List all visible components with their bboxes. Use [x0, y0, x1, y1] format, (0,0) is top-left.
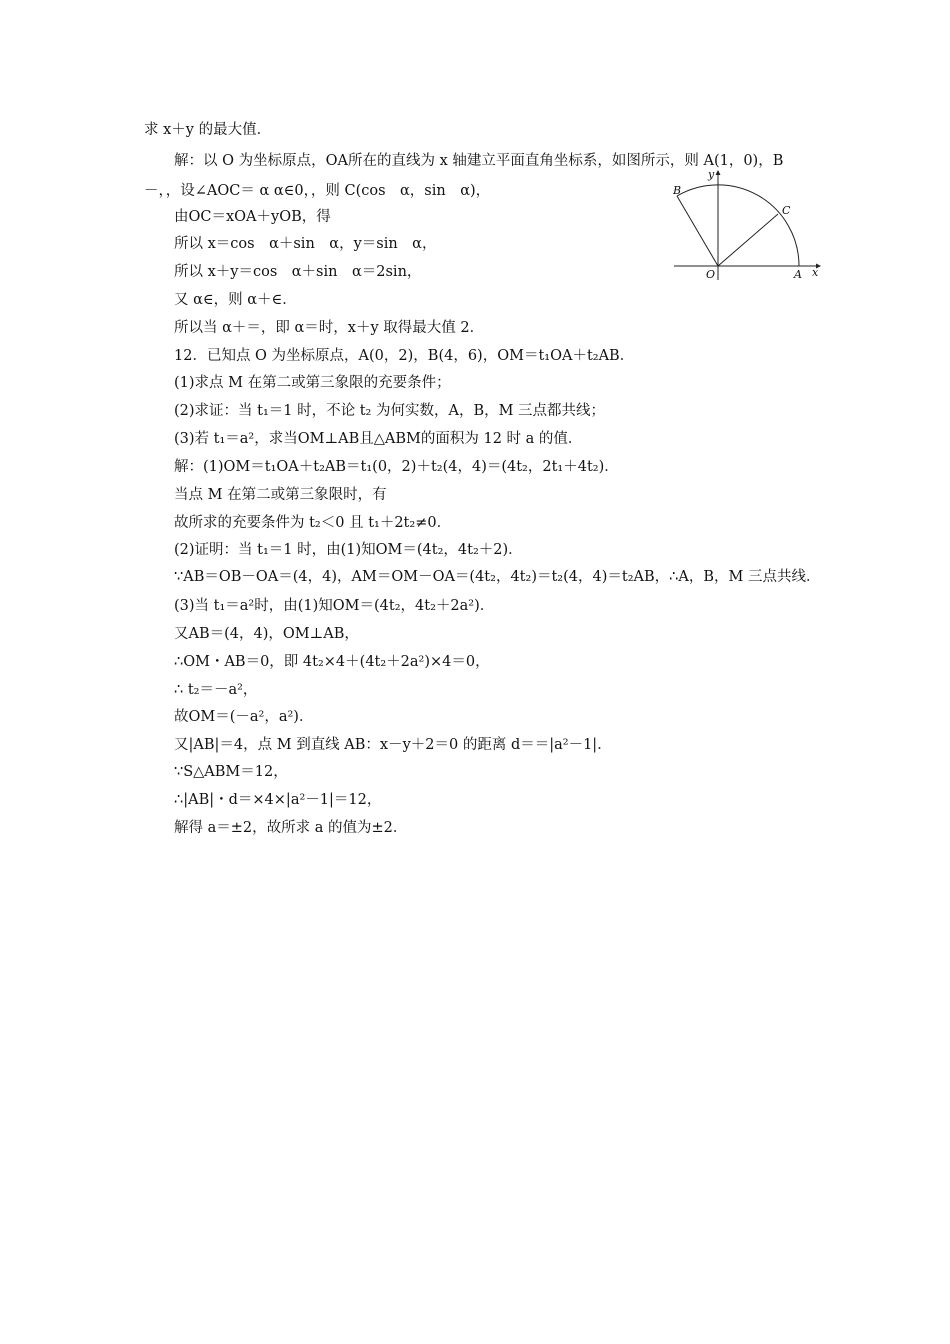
origin-label: O — [706, 268, 716, 281]
solution-line: 所以 x＋y＝cos α＋sin α＝2sin， — [174, 264, 422, 280]
point-a-label: A — [794, 268, 802, 281]
x-axis-label: x — [812, 266, 819, 279]
solution-line: 解得 a＝±2，故所求 a 的值为±2． — [174, 820, 408, 836]
unit-circle-figure — [672, 166, 824, 284]
y-axis-arrow — [716, 170, 721, 175]
solution-line: (2)证明：当 t₁＝1 时，由(1)知OM＝(4t₂，4t₂＋2)． — [174, 542, 523, 558]
solution-line: ∵AB＝OB－OA＝(4，4)，AM＝OM－OA＝(4t₂，4t₂)＝t₂(4，4)＝t₂AB，∴A，B，M 三点共线． — [174, 569, 821, 585]
problem-12-statement: 12．已知点 O 为坐标原点，A(0，2)，B(4，6)，OM＝t₁OA＋t₂AB． — [174, 348, 635, 364]
problem-intro-line: 求 x＋y 的最大值． — [144, 122, 272, 138]
solution-line: ∴ t₂＝－a²， — [174, 682, 258, 698]
solution-line: 解：以 O 为坐标原点，OA所在的直线为 x 轴建立平面直角坐标系，如图所示，则 A(1，0)，B — [174, 153, 784, 169]
segment-ob — [677, 196, 718, 266]
question-part-1: (1)求点 M 在第二或第三象限的充要条件； — [174, 375, 451, 391]
question-part-3: (3)若 t₁＝a²，求当OM⊥AB且△ABM的面积为 12 时 a 的值． — [174, 431, 583, 447]
solution-line: 故OM＝(－a²，a²)． — [174, 709, 314, 725]
solution-line: 解：(1)OM＝t₁OA＋t₂AB＝t₁(0，2)＋t₂(4，4)＝(4t₂，2t₁＋4t₂)． — [174, 459, 619, 475]
solution-line: ∴|AB|・d＝×4×|a²－1|＝12， — [174, 792, 382, 808]
solution-line: 故所求的充要条件为 t₂＜0 且 t₁＋2t₂≠0． — [174, 515, 452, 531]
point-c-label: C — [782, 204, 791, 217]
solution-line: 由OC＝xOA＋yOB，得 — [174, 209, 331, 225]
solution-line: －，，设∠AOC＝ α α∈0，，则 C(cos α，sin α)， — [144, 183, 491, 199]
solution-line: 又|AB|＝4，点 M 到直线 AB：x－y＋2＝0 的距离 d＝＝|a²－1|． — [174, 737, 612, 753]
solution-line: 当点 M 在第二或第三象限时，有 — [174, 487, 387, 503]
y-axis-label: y — [708, 168, 715, 181]
solution-line: 所以当 α＋＝，即 α＝时，x＋y 取得最大值 2． — [174, 320, 485, 336]
solution-line: 又 α∈，则 α＋∈． — [174, 292, 297, 308]
point-b-label: B — [673, 184, 682, 197]
solution-line: ∵S△ABM＝12， — [174, 764, 288, 780]
solution-line: 又AB＝(4，4)，OM⊥AB， — [174, 626, 359, 642]
segment-oc — [718, 214, 778, 266]
unit-circle-arc — [677, 185, 799, 266]
solution-line: (3)当 t₁＝a²时，由(1)知OM＝(4t₂，4t₂＋2a²)． — [174, 598, 495, 614]
solution-line: ∴OM・AB＝0，即 4t₂×4＋(4t₂＋2a²)×4＝0， — [174, 654, 490, 670]
question-part-2: (2)求证：当 t₁＝1 时，不论 t₂ 为何实数，A，B，M 三点都共线； — [174, 403, 606, 419]
solution-line: 所以 x＝cos α＋sin α，y＝sin α， — [174, 236, 437, 252]
